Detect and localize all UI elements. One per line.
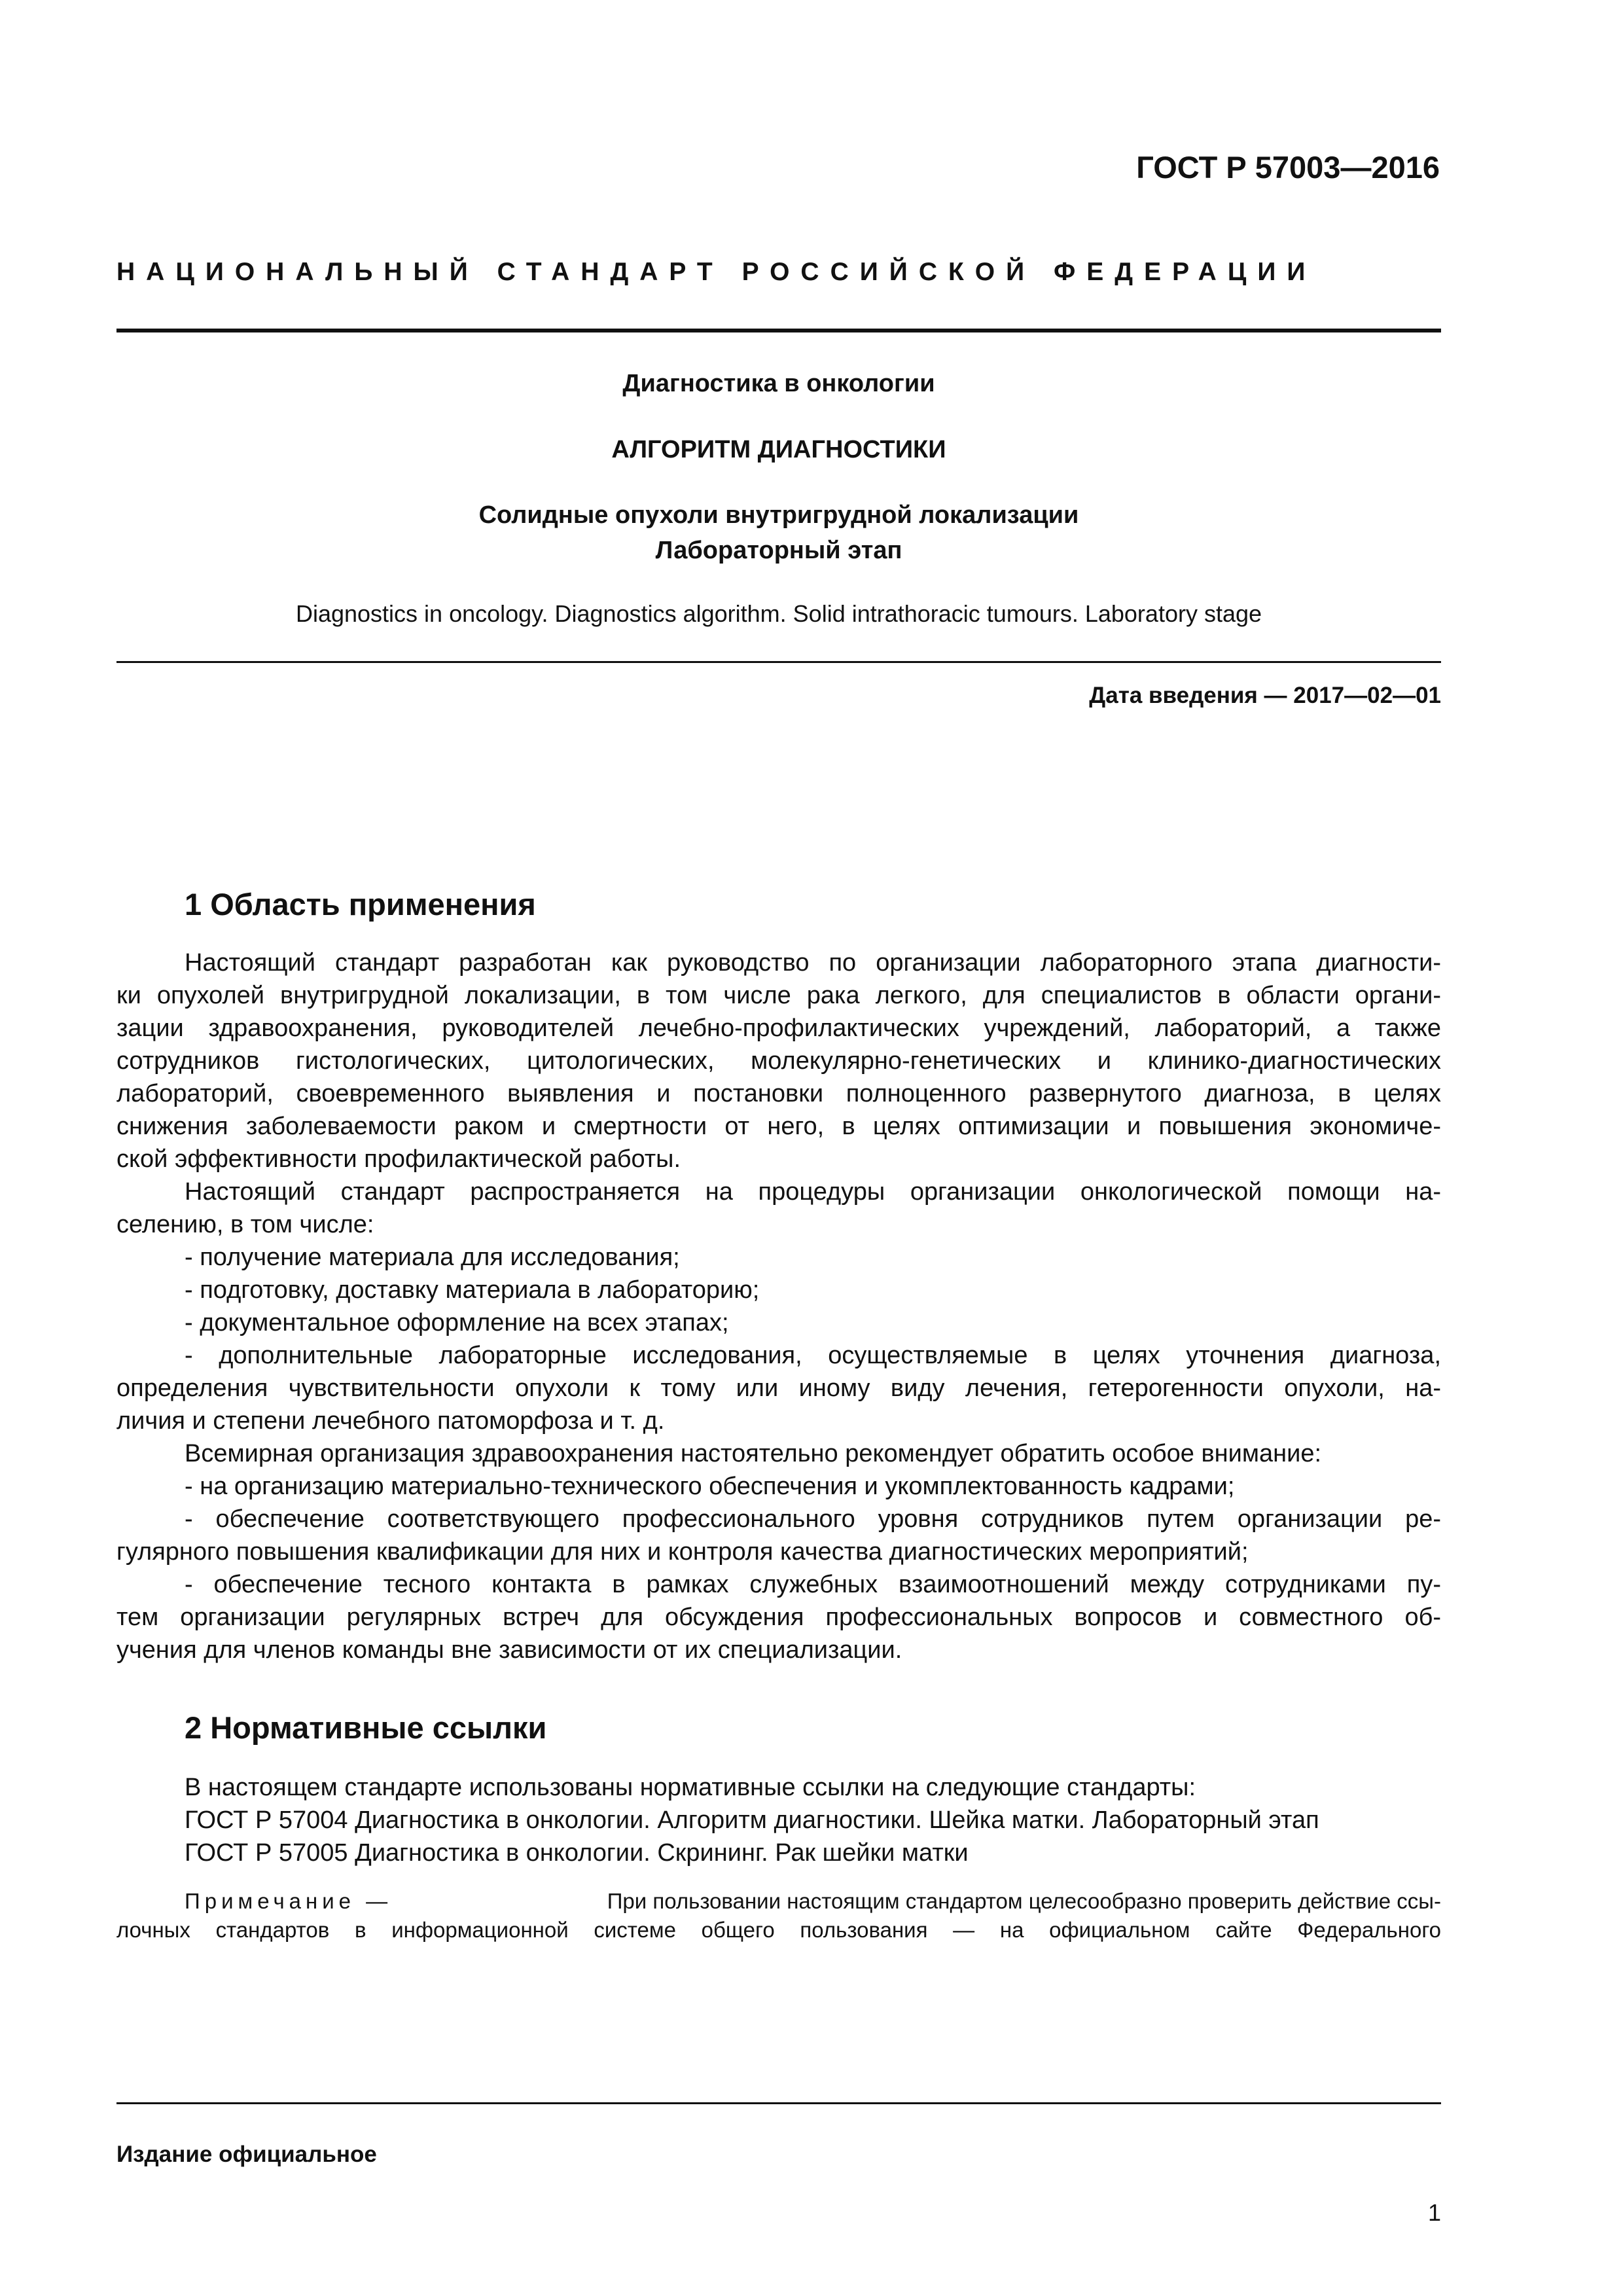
footer-rule — [116, 2102, 1441, 2104]
note-text: При пользовании настоящим стандартом целесообразно проверить действие ссы- — [607, 1889, 1441, 1913]
list-item: - документальное оформление на всех этапах; — [185, 1309, 729, 1336]
page-number: 1 — [1427, 2199, 1441, 2226]
section-1-title: 1 Область применения — [185, 887, 536, 922]
text-line: ской эффективности профилактической работы. — [116, 1145, 681, 1173]
document-code: ГОСТ Р 57003—2016 — [1136, 150, 1440, 185]
list-item: - на организацию материально-технического обеспечения и укомплектованность кадрами; — [185, 1473, 1235, 1500]
section-2-title: 2 Нормативные ссылки — [185, 1710, 547, 1745]
section-1-paragraph-1 — [116, 946, 1441, 1175]
text-line: - обеспечение тесного контакта в рамках служебных взаимоотношений между сотрудниками пу- — [185, 1571, 1441, 1598]
section-1-paragraph-5 — [116, 1503, 1441, 1568]
header-rule — [116, 329, 1441, 332]
reference-item: ГОСТ Р 57004 Диагностика в онкологии. Алгоритм диагностики. Шейка матки. Лабораторный этап — [185, 1806, 1319, 1834]
list-item: - подготовку, доставку материала в лабораторию; — [185, 1276, 760, 1304]
text-line: лабораторий, своевременного выявления и постановки полноценного развернутого диагноза, в целях — [116, 1080, 1441, 1107]
section-1-list-1 — [116, 1241, 1441, 1339]
list-item: - получение материала для исследования; — [185, 1244, 680, 1271]
title-line-2: АЛГОРИТМ ДИАГНОСТИКИ — [611, 436, 946, 463]
introduction-date: Дата введения — 2017—02—01 — [1089, 683, 1441, 708]
text-line: - обеспечение соответствующего профессионального уровня сотрудников путем организации ре- — [185, 1505, 1441, 1533]
text-line: Настоящий стандарт разработан как руководство по организации лабораторного этапа диагности- — [185, 949, 1441, 977]
note-line-2: лочных стандартов в информационной системе общего пользования — на официальном сайте Федерального — [116, 1918, 1441, 1942]
note-label: Примечание — — [185, 1889, 393, 1913]
section-1-paragraph-3 — [116, 1339, 1441, 1437]
text-line: личия и степени лечебного патоморфоза и т. д. — [116, 1407, 665, 1435]
section-2-note — [116, 1887, 1441, 1945]
english-title: Diagnostics in oncology. Diagnostics algorithm. Solid intrathoracic tumours. Laboratory stage — [295, 600, 1262, 627]
official-edition-label: Издание официальное — [116, 2142, 377, 2167]
text-line: гулярного повышения квалификации для них и контроля качества диагностических мероприятий; — [116, 1538, 1249, 1566]
reference-intro-line: В настоящем стандарте использованы нормативные ссылки на следующие стандарты: — [185, 1774, 1196, 1801]
text-line: ки опухолей внутригрудной локализации, в том числе рака легкого, для специалистов в области органи- — [116, 982, 1441, 1009]
national-standard-heading: НАЦИОНАЛЬНЫЙ СТАНДАРТ РОССИЙСКОЙ ФЕДЕРАЦИИ — [116, 258, 1317, 286]
title-rule — [116, 661, 1441, 663]
text-line: зации здравоохранения, руководителей лечебно-профилактических учреждений, лабораторий, а также — [116, 1014, 1441, 1042]
title-line-4: Лабораторный этап — [655, 537, 902, 564]
title-line-1: Диагностика в онкологии — [622, 370, 935, 397]
text-line: снижения заболеваемости раком и смертности от него, в целях оптимизации и повышения экономиче- — [116, 1113, 1441, 1140]
title-line-3: Солидные опухоли внутригрудной локализации — [478, 501, 1079, 529]
text-line: определения чувствительности опухоли к тому или иному виду лечения, гетерогенности опухоли, на- — [116, 1374, 1441, 1402]
section-1-paragraph-4 — [116, 1437, 1441, 1503]
note-line-1 — [116, 1887, 1441, 1916]
section-1-paragraph-2 — [116, 1175, 1441, 1241]
text-line: селению, в том числе: — [116, 1211, 374, 1238]
text-line: учения для членов команды вне зависимости от их специализации. — [116, 1636, 902, 1664]
text-line: Всемирная организация здравоохранения настоятельно рекомендует обратить особое внимание: — [185, 1440, 1322, 1467]
text-line: тем организации регулярных встреч для обсуждения профессиональных вопросов и совместного об- — [116, 1604, 1441, 1631]
section-1-paragraph-6 — [116, 1568, 1441, 1666]
text-line: - дополнительные лабораторные исследования, осуществляемые в целях уточнения диагноза, — [185, 1342, 1441, 1369]
reference-item: ГОСТ Р 57005 Диагностика в онкологии. Скрининг. Рак шейки матки — [185, 1839, 969, 1867]
text-line: сотрудников гистологических, цитологических, молекулярно-генетических и клинико-диагностических — [116, 1047, 1441, 1075]
normative-references-list — [185, 1771, 1319, 1869]
text-line: Настоящий стандарт распространяется на процедуры организации онкологической помощи на- — [185, 1178, 1441, 1206]
